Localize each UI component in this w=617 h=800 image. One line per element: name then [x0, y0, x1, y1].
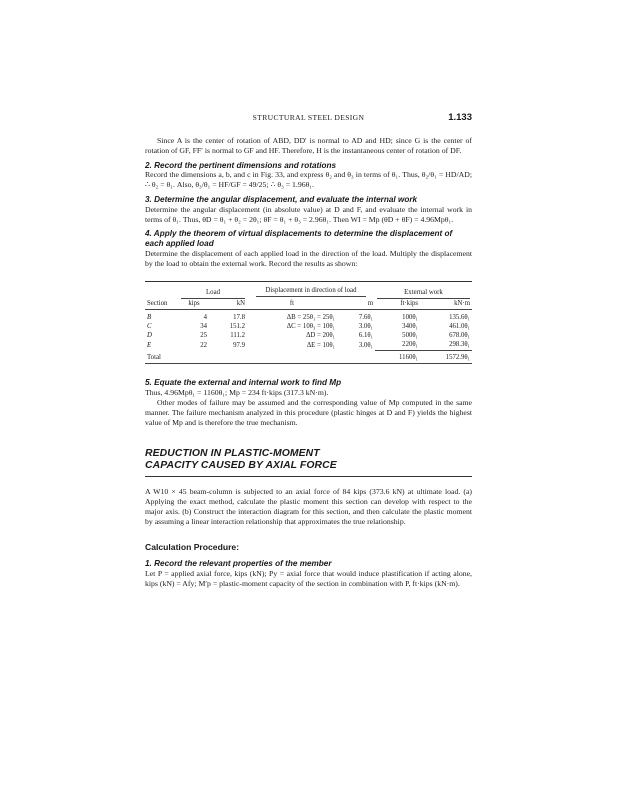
row-kips: 4	[203, 313, 207, 321]
col-header-kn: kN	[209, 299, 247, 310]
displacement-group-header: Displacement in direction of load	[256, 287, 366, 297]
row-ft: ΔE = 10θ₁	[306, 341, 335, 349]
page-header	[145, 113, 472, 127]
section-title	[145, 448, 472, 477]
page-number: 1.133	[448, 112, 472, 123]
row-knm: 135.6θ₁	[449, 313, 470, 321]
row-section: B	[147, 313, 152, 321]
col-header-knm: kN·m	[420, 299, 472, 310]
step-5-paragraph: Other modes of failure may be assumed and the corresponding value of Mp computed in the same manner. The failure mechanism analyzed in this procedure (plastic hinges at D and F) yields the highest value of Mp and is therefore the true mechanism.	[145, 397, 472, 427]
step-2-heading: 2. Record the pertinent dimensions and rotations	[145, 160, 337, 170]
row-ftkips: 100θ₁	[402, 313, 418, 321]
row-ft: ΔD = 20θ₁	[306, 332, 335, 340]
row-ftkips: 220θ₁	[402, 341, 418, 349]
row-m: 7.6θ₁	[358, 313, 373, 321]
row-kn: 151.2	[229, 322, 245, 330]
section-problem-text: A W10 × 45 beam-column is subjected to an axial force of 84 kips (373.6 kN) at ultimate load. (a) Applying the exact method, calculate the plastic moment this section can develop with respect to the major axis. (b) Construct the interaction diagram for this section, and then calculate the plastic moment by assuming a linear interaction relationship that approximates the true relationship.	[145, 486, 472, 526]
row-m: 3.0θ₁	[358, 322, 373, 330]
load-group-header: Load	[181, 288, 245, 298]
total-ftkips: 1160θ₁	[375, 350, 420, 363]
row-kn: 97.9	[233, 341, 245, 349]
row-ftkips: 500θ₁	[402, 332, 418, 340]
external-work-group-header: External work	[377, 288, 470, 298]
calc-step-1-text: Let P = applied axial force, kips (kN); Py = axial force that would induce plastification if acting alone, kips (kN) = Afy; M′p = plastic-moment capacity of the section in combination with P, ft·kips (kN·m).	[145, 568, 472, 588]
col-header-ftkips: ft·kips	[375, 299, 420, 310]
row-kips: 22	[200, 341, 207, 349]
intro-paragraph: Since A is the center of rotation of ABD, DD′ is normal to AD and HD; since G is the center of rotation of GF, FF′ is normal to GF and HF. Therefore, H is the instantaneous center of rotation of DF.	[145, 136, 472, 156]
col-header-section: Section	[145, 299, 179, 310]
row-kips: 34	[200, 322, 207, 330]
section-title-line-2: CAPACITY CAUSED BY AXIAL FORCE	[145, 460, 337, 472]
step-5-heading: 5. Equate the external and internal work to find Mp	[145, 377, 342, 387]
row-m: 3.0θ₁	[358, 341, 373, 349]
row-knm: 298.3θ₁	[449, 341, 470, 349]
row-section: E	[147, 341, 152, 349]
row-knm: 461.0θ₁	[449, 322, 470, 330]
step-3-heading: 3. Determine the angular displacement, and evaluate the internal work	[145, 194, 418, 204]
col-header-ft: ft	[247, 299, 337, 310]
row-kn: 17.8	[233, 313, 245, 321]
row-section: D	[147, 332, 152, 340]
calc-step-1-heading: 1. Record the relevant properties of the member	[145, 559, 332, 568]
row-ft: ΔB = 25θ₁ = 25θ₁	[286, 313, 335, 321]
table-row	[145, 331, 472, 340]
row-m: 6.1θ₁	[358, 332, 373, 340]
running-title: STRUCTURAL STEEL DESIGN	[252, 113, 365, 122]
total-label: Total	[145, 350, 179, 363]
total-knm: 1572.9θ₁	[420, 350, 472, 363]
row-section: C	[147, 322, 152, 330]
external-work-table	[145, 281, 472, 364]
step-4-heading: 4. Apply the theorem of virtual displacements to determine the displacement of each applied load	[145, 229, 453, 249]
step-3-text: Determine the angular displacement (in absolute value) at D and F, and evaluate the internal work in terms of θ₁. Thus, θD = θ₁ + θ₂ = 2θ₁; θF = θ₁ + θ₃ = 2.96θ₁. Then WI = Mp (θD + θF) = 4.96Mpθ₁.	[145, 204, 472, 224]
step-2-text: Record the dimensions a, b, and c in Fig. 33, and express θ₂ and θ₃ in terms of θ₁. Thus, θ₂/θ₁ = HD/AD; ∴ θ₂ = θ₁. Also, θ₃/θ₁ = HF/GF = 49/25; ∴ θ₃ = 1.96θ₁.	[145, 170, 472, 190]
row-kn: 111.2	[230, 332, 245, 340]
row-ft: ΔC = 10θ₃ = 10θ₁	[286, 322, 335, 330]
col-header-kips: kips	[179, 299, 209, 310]
table-total-row	[145, 350, 472, 363]
table-row	[145, 340, 472, 350]
table-row	[145, 322, 472, 331]
col-header-m: m	[337, 299, 375, 310]
row-kips: 25	[200, 332, 207, 340]
table-row	[145, 309, 472, 322]
calculation-procedure-heading: Calculation Procedure:	[145, 541, 240, 552]
step-4-text: Determine the displacement of each applied load in the direction of the load. Multiply the displacement by the load to obtain the external work. Record the results as shown:	[145, 248, 472, 269]
row-knm: 678.0θ₁	[449, 332, 470, 340]
section-title-line-1: REDUCTION IN PLASTIC-MOMENT	[145, 447, 320, 459]
page-content	[145, 136, 472, 589]
row-ftkips: 340θ₁	[402, 322, 418, 330]
step-5-text: Thus, 4.96Mpθ₁ = 1160θ₁; Mp = 234 ft·kips (317.3 kN·m).	[145, 387, 329, 397]
